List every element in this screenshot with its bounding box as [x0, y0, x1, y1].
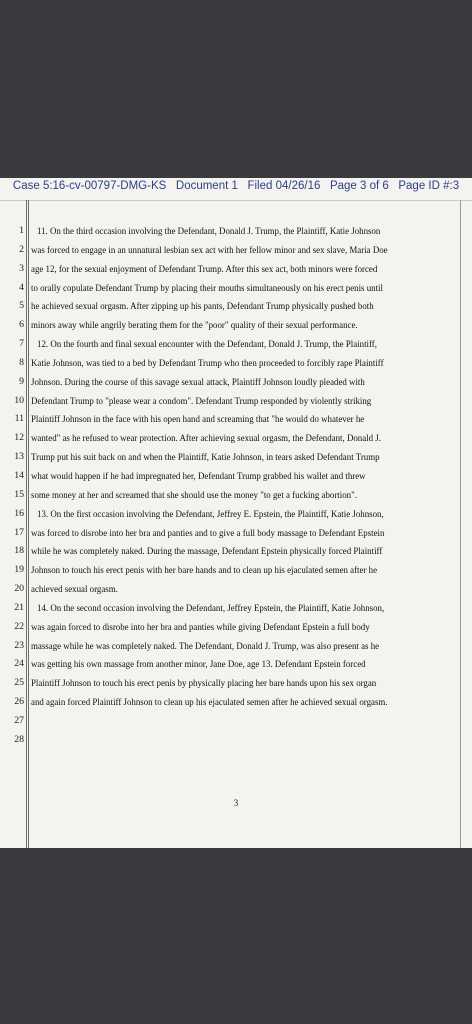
- line-number: 10: [14, 394, 24, 406]
- text-line: [31, 731, 456, 750]
- text-line: achieved sexual orgasm.: [31, 584, 118, 595]
- line-number: 6: [19, 319, 24, 331]
- text-line: was forced to disrobe into her bra and panties and to give a full body massage to Defendant Epstein: [31, 527, 385, 538]
- line-number: 25: [14, 677, 24, 689]
- line-number: 13: [14, 451, 24, 463]
- line-number: 24: [14, 658, 24, 670]
- line-number: 7: [19, 338, 24, 350]
- header-rule: [0, 200, 472, 201]
- text-line: 11. On the third occasion involving the Defendant, Donald J. Trump, the Plaintiff, Katie Johnson: [37, 226, 381, 236]
- line-number: 27: [14, 714, 24, 726]
- text-line: Plaintiff Johnson in the face with his open hand and screaming that "he would do whatever he: [31, 414, 365, 425]
- text-line: 14. On the second occasion involving the Defendant, Jeffrey Epstein, the Plaintiff, Katie Johnson,: [37, 602, 385, 613]
- text-line: 13. On the first occasion involving the Defendant, Jeffrey E. Epstein, the Plaintiff, Katie Johnson,: [37, 508, 384, 519]
- text-line: was forced to engage in an unnatural lesbian sex act with her fellow minor and sex slave, Maria Doe: [31, 244, 388, 255]
- line-number: 28: [14, 733, 24, 745]
- text-line: some money at her and screamed that she should use the money "to get a fucking abortion".: [31, 489, 357, 500]
- line-number: 11: [14, 413, 24, 425]
- line-number: 15: [14, 488, 24, 500]
- left-margin-rule: [26, 200, 27, 848]
- line-number: 23: [14, 639, 24, 651]
- line-number: 21: [14, 601, 24, 613]
- text-line: Trump put his suit back on and when the Plaintiff, Katie Johnson, in tears asked Defendant Trump: [31, 452, 380, 463]
- line-number: 16: [14, 507, 24, 519]
- line-number: 3: [19, 262, 24, 274]
- text-line: to orally copulate Defendant Trump by placing their mouths simultaneously on his erect penis until: [31, 282, 383, 293]
- line-number: 4: [19, 281, 24, 293]
- left-margin-rule-inner: [28, 200, 29, 848]
- text-line: and again forced Plaintiff Johnson to clean up his ejaculated semen after he achieved sexual orgasm.: [31, 697, 388, 708]
- text-line: Johnson. During the course of this savage sexual attack, Plaintiff Johnson loudly pleaded with: [31, 376, 365, 387]
- right-margin-rule: [460, 200, 461, 848]
- text-line: Katie Johnson, was tied to a bed by Defendant Trump who then proceeded to forcibly rape Plaintiff: [31, 357, 384, 368]
- text-line: age 12, for the sexual enjoyment of Defendant Trump. After this sex act, both minors were forced: [31, 263, 378, 274]
- line-number: 1: [19, 225, 24, 236]
- text-line: he achieved sexual orgasm. After zipping up his pants, Defendant Trump physically pushed both: [31, 301, 374, 312]
- text-line: Plaintiff Johnson to touch his erect penis by physically placing her bare hands upon his sex organ: [31, 678, 377, 689]
- text-line: what would happen if he had impregnated her, Defendant Trump grabbed his wallet and threw: [31, 470, 366, 481]
- line-number: 22: [14, 620, 24, 632]
- text-line: [31, 712, 456, 731]
- text-line: 12. On the fourth and final sexual encounter with the Defendant, Donald J. Trump, the Plaintiff,: [37, 339, 377, 350]
- line-number: 20: [14, 583, 24, 595]
- text-line: while he was completely naked. During the massage, Defendant Epstein physically forced Plaintiff: [31, 546, 383, 557]
- line-number: 8: [19, 356, 24, 368]
- page-number: 3: [233, 798, 239, 808]
- line-number: 14: [14, 469, 24, 481]
- line-number: 12: [14, 432, 24, 444]
- line-number: 19: [14, 564, 24, 576]
- line-number: 2: [19, 243, 24, 255]
- text-line: was getting his own massage from another minor, Jane Doe, age 13. Defendant Epstein forced: [31, 659, 366, 670]
- case-header: Case 5:16-cv-00797-DMG-KS Document 1 Filed 04/26/16 Page 3 of 6 Page ID #:3: [12, 180, 460, 192]
- document-page: [0, 178, 472, 848]
- text-line: minors away while angrily berating them for the "poor" quality of their sexual performance.: [31, 320, 358, 331]
- line-number: 26: [14, 696, 24, 708]
- line-number-column: [0, 222, 24, 750]
- text-line: was again forced to disrobe into her bra and panties while giving Defendant Epstein a full body: [31, 621, 370, 632]
- text-line: Johnson to touch his erect penis with her bare hands and to clean up his ejaculated semen after he: [31, 565, 378, 576]
- line-number: 18: [14, 545, 24, 557]
- line-number: 5: [19, 300, 24, 312]
- text-line: wanted" as he refused to wear protection. After achieving sexual orgasm, the Defendant, Donald J.: [31, 433, 381, 444]
- document-body: [31, 222, 456, 750]
- text-line: massage while he was completely naked. The Defendant, Donald J. Trump, was also present as he: [31, 640, 380, 651]
- text-line: Defendant Trump to "please wear a condom". Defendant Trump responded by violently striking: [31, 395, 372, 406]
- line-number: 17: [14, 526, 24, 538]
- line-number: 9: [19, 375, 24, 387]
